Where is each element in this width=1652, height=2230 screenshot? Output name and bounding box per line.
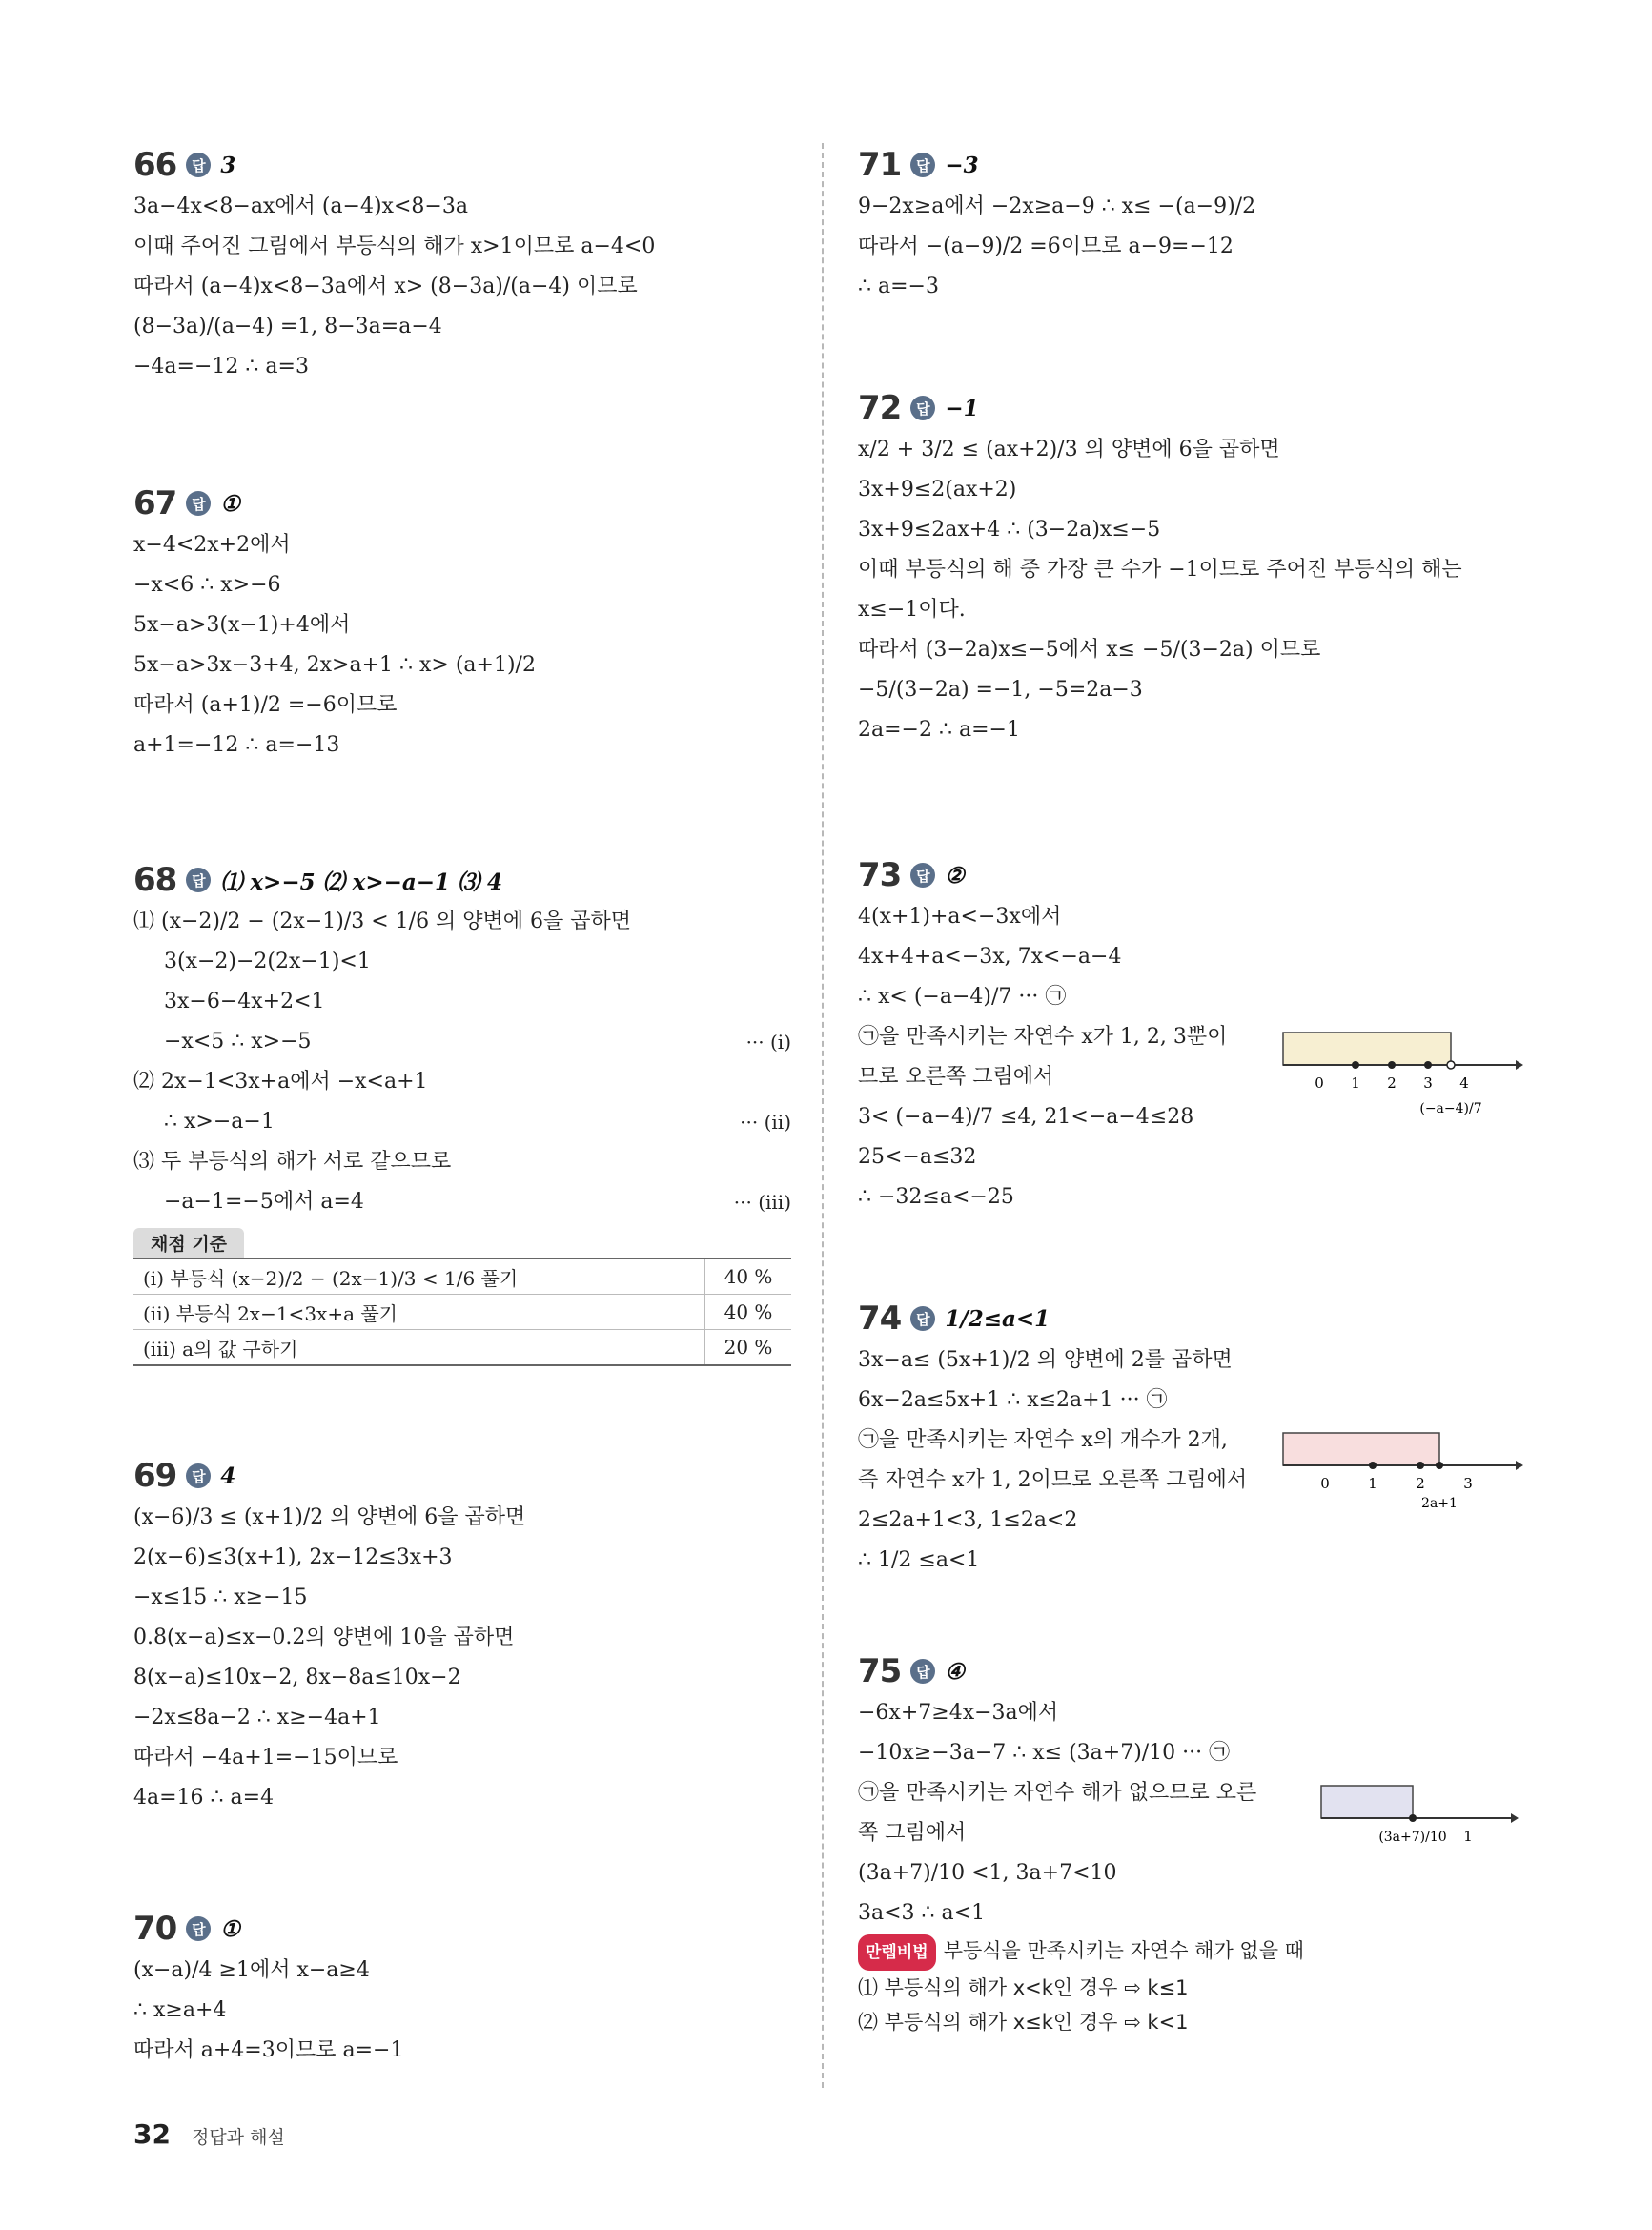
problem-number: 70 (133, 1910, 177, 1948)
problem-72 (858, 386, 1525, 750)
line: a+1=−12 ∴ a=−13 (133, 733, 340, 757)
line: 4x+4+a<−3x, 7x<−a−4 (858, 945, 1122, 969)
line: 2a=−2 ∴ a=−1 (858, 718, 1020, 742)
tip-title: 부등식을 만족시키는 자연수 해가 없을 때 (943, 1939, 1304, 1962)
page-footer (133, 2118, 285, 2150)
line: −x<6 ∴ x>−6 (133, 573, 281, 597)
problem-74 (858, 1297, 1525, 1581)
line: 9−2x≥a에서 −2x≥a−9 ∴ x≤ −(a−9)/2 (858, 194, 1256, 218)
grading-pct: 40 % (705, 1258, 792, 1295)
line: 므로 오른쪽 그림에서 (858, 1065, 1054, 1089)
grading-title: 채점 기준 (133, 1228, 244, 1258)
solution-region (1321, 1786, 1413, 1818)
line: ∴ x< (−a−4)/7 ··· ㉠ (858, 985, 1067, 1009)
line: ∴ x>−a−1 ··· (ii) (133, 1102, 791, 1142)
line: 이때 부등식의 해 중 가장 큰 수가 −1이므로 주어진 부등식의 해는 (858, 558, 1462, 582)
line: 2(x−6)≤3(x+1), 2x−12≤3x+3 (133, 1545, 453, 1569)
line: ⑴ (x−2)/2 − (2x−1)/3 < 1/6 의 양변에 6을 곱하면 (133, 910, 632, 933)
tick-label: 1 (1463, 1828, 1473, 1845)
line: −5/(3−2a) =−1, −5=2a−3 (858, 678, 1143, 702)
problem-66 (133, 143, 791, 387)
grading-label: (i) 부등식 (x−2)/2 − (2x−1)/3 < 1/6 풀기 (133, 1258, 705, 1295)
tip-heading (858, 1933, 1525, 1971)
line: ∴ a=−3 (858, 275, 939, 298)
problem-number: 75 (858, 1652, 902, 1690)
answer: ① (220, 490, 240, 517)
table-row (133, 1258, 791, 1295)
line: x/2 + 3/2 ≤ (ax+2)/3 의 양변에 6을 곱하면 (858, 438, 1280, 461)
answer-badge: 답 (186, 153, 211, 177)
line: 8(x−a)≤10x−2, 8x−8a≤10x−2 (133, 1666, 461, 1689)
tick-label: 0 (1315, 1074, 1324, 1092)
line: −6x+7≥4x−3a에서 (858, 1701, 1059, 1725)
line: 3a−4x<8−ax에서 (a−4)x<8−3a (133, 194, 468, 218)
answer-badge: 답 (910, 1659, 935, 1684)
number-line-73 (1277, 1025, 1525, 1130)
closed-endpoint (1409, 1814, 1417, 1822)
line: 쪽 그림에서 (858, 1821, 967, 1845)
marker-label: (−a−4)/7 (1419, 1101, 1482, 1116)
line: (3a+7)/10 <1, 3a+7<10 (858, 1861, 1117, 1885)
step-tag: ··· (ii) (740, 1111, 791, 1134)
problem-67 (133, 481, 791, 766)
grading-label: (iii) a의 값 구하기 (133, 1330, 705, 1366)
tick-label: 3 (1463, 1475, 1473, 1492)
line: ⑵ 2x−1<3x+a에서 −x<a+1 (133, 1070, 428, 1094)
point-1 (1352, 1061, 1359, 1069)
page-number: 32 (133, 2118, 171, 2150)
line: 3(x−2)−2(2x−1)<1 (164, 950, 371, 973)
answer-badge: 답 (910, 1306, 935, 1331)
line: x≤−1이다. (858, 598, 966, 622)
line: 즉 자연수 x가 1, 2이므로 오른쪽 그림에서 (858, 1468, 1248, 1492)
line: 5x−a>3x−3+4, 2x>a+1 ∴ x> (a+1)/2 (133, 653, 536, 677)
problem-number: 73 (858, 856, 902, 894)
answer-badge: 답 (186, 1463, 211, 1488)
line: (8−3a)/(a−4) =1, 8−3a=a−4 (133, 315, 442, 338)
problem-number: 72 (858, 389, 902, 427)
problem-number: 68 (133, 861, 177, 899)
line: 따라서 −(a−9)/2 =6이므로 a−9=−12 (858, 235, 1234, 258)
answer: ② (945, 862, 965, 889)
line: 따라서 (3−2a)x≤−5에서 x≤ −5/(3−2a) 이므로 (858, 638, 1321, 662)
answer-badge: 답 (910, 153, 935, 177)
problem-number: 66 (133, 146, 177, 184)
problem-number: 71 (858, 146, 902, 184)
column-divider (822, 143, 824, 2088)
problem-69 (133, 1454, 791, 1818)
line: x−4<2x+2에서 (133, 533, 291, 557)
line: ㉠을 만족시키는 자연수 x의 개수가 2개, (858, 1428, 1228, 1452)
line: 3< (−a−4)/7 ≤4, 21<−a−4≤28 (858, 1105, 1194, 1129)
line: −x<5 ∴ x>−5 ··· (i) (133, 1022, 791, 1062)
problem-68 (133, 858, 791, 1366)
answer-badge: 답 (910, 863, 935, 888)
tick-label: 3 (1423, 1074, 1433, 1092)
problem-71 (858, 143, 1525, 307)
axis-arrow (1516, 1461, 1523, 1470)
point-2 (1388, 1061, 1396, 1069)
tip-badge: 만렙비법 (858, 1934, 936, 1971)
solution-region (1283, 1433, 1439, 1465)
line: 따라서 a+4=3이므로 a=−1 (133, 2038, 404, 2062)
table-row (133, 1295, 791, 1330)
line: 6x−2a≤5x+1 ∴ x≤2a+1 ··· ㉠ (858, 1388, 1168, 1412)
answer: 4 (220, 1463, 236, 1489)
answer-badge: 답 (186, 1916, 211, 1941)
tick-label: 4 (1459, 1074, 1469, 1092)
line: 3x+9≤2ax+4 ∴ (3−2a)x≤−5 (858, 518, 1161, 542)
answer-badge: 답 (910, 396, 935, 420)
line: −2x≤8a−2 ∴ x≥−4a+1 (133, 1706, 381, 1729)
line: 3x−a≤ (5x+1)/2 의 양변에 2를 곱하면 (858, 1348, 1233, 1372)
answer-badge: 답 (186, 868, 211, 892)
line: ∴ −32≤a<−25 (858, 1185, 1014, 1209)
line: 따라서 −4a+1=−15이므로 (133, 1746, 398, 1770)
line: −x≤15 ∴ x≥−15 (133, 1586, 308, 1609)
problem-75 (858, 1649, 1525, 2039)
section-title: 정답과 해설 (191, 2127, 285, 2148)
tip-line: ⑵ 부등식의 해가 x≤k인 경우 ⇨ k<1 (858, 2011, 1189, 2034)
answer: 3 (220, 152, 236, 178)
step-tag: ··· (iii) (733, 1191, 791, 1214)
problem-73 (858, 853, 1525, 1217)
point-3 (1424, 1061, 1432, 1069)
line: ∴ 1/2 ≤a<1 (858, 1548, 980, 1572)
tick-label: 1 (1351, 1074, 1360, 1092)
marker-label: 2a+1 (1421, 1496, 1458, 1511)
closed-endpoint (1436, 1462, 1443, 1469)
answer-badge: 답 (186, 491, 211, 516)
line: 이때 주어진 그림에서 부등식의 해가 x>1이므로 a−4<0 (133, 235, 656, 258)
grading-label: (ii) 부등식 2x−1<3x+a 풀기 (133, 1295, 705, 1330)
number-line-74 (1277, 1425, 1525, 1511)
line: 0.8(x−a)≤x−0.2의 양변에 10을 곱하면 (133, 1626, 515, 1649)
line: 5x−a>3(x−1)+4에서 (133, 613, 351, 637)
answer: ④ (945, 1658, 965, 1685)
line: 3x−6−4x+2<1 (164, 990, 325, 1013)
point-2 (1417, 1462, 1424, 1469)
problem-number: 67 (133, 484, 177, 522)
answer: ⑴ x>−5 ⑵ x>−a−1 ⑶ 4 (220, 869, 503, 895)
step-tag: ··· (i) (745, 1031, 791, 1054)
tick-label: 0 (1320, 1475, 1330, 1492)
line: ⑶ 두 부등식의 해가 서로 같으므로 (133, 1150, 452, 1174)
line: 4a=16 ∴ a=4 (133, 1786, 275, 1810)
grading-pct: 20 % (705, 1330, 792, 1366)
axis-arrow (1511, 1813, 1519, 1823)
line: 4(x+1)+a<−3x에서 (858, 905, 1062, 929)
point-1 (1369, 1462, 1377, 1469)
line: 3a<3 ∴ a<1 (858, 1901, 986, 1925)
line: 3x+9≤2(ax+2) (858, 478, 1017, 501)
line: ㉠을 만족시키는 자연수 x가 1, 2, 3뿐이 (858, 1025, 1228, 1049)
problem-number: 69 (133, 1457, 177, 1495)
grading-table (133, 1258, 791, 1366)
line: (x−a)/4 ≥1에서 x−a≥4 (133, 1958, 370, 1982)
answer: 1/2≤a<1 (945, 1305, 1050, 1332)
open-endpoint (1447, 1061, 1455, 1069)
line: 따라서 (a−4)x<8−3a에서 x> (8−3a)/(a−4) 이므로 (133, 275, 638, 298)
tip-line: ⑴ 부등식의 해가 x<k인 경우 ⇨ k≤1 (858, 1976, 1189, 1999)
tick-label: (3a+7)/10 (1378, 1830, 1447, 1845)
solution-region (1283, 1033, 1451, 1065)
answer: −3 (945, 152, 979, 178)
tick-label: 2 (1416, 1475, 1425, 1492)
table-row (133, 1330, 791, 1366)
line: (x−6)/3 ≤ (x+1)/2 의 양변에 6을 곱하면 (133, 1505, 526, 1529)
problem-70 (133, 1907, 791, 2071)
line: −4a=−12 ∴ a=3 (133, 355, 309, 378)
axis-arrow (1516, 1060, 1523, 1070)
line: 따라서 (a+1)/2 =−6이므로 (133, 693, 398, 717)
grading-pct: 40 % (705, 1295, 792, 1330)
number-line-75 (1315, 1778, 1525, 1864)
tick-label: 1 (1368, 1475, 1377, 1492)
answer: ① (220, 1915, 240, 1942)
tick-label: 2 (1387, 1074, 1397, 1092)
line: 2≤2a+1<3, 1≤2a<2 (858, 1508, 1078, 1532)
answer: −1 (945, 395, 979, 421)
line: 25<−a≤32 (858, 1145, 977, 1169)
line: ㉠을 만족시키는 자연수 해가 없으므로 오른 (858, 1781, 1257, 1805)
problem-number: 74 (858, 1299, 902, 1338)
line: −a−1=−5에서 a=4 ··· (iii) (133, 1182, 791, 1222)
line: −10x≥−3a−7 ∴ x≤ (3a+7)/10 ··· ㉠ (858, 1741, 1231, 1765)
line: ∴ x≥a+4 (133, 1998, 227, 2022)
